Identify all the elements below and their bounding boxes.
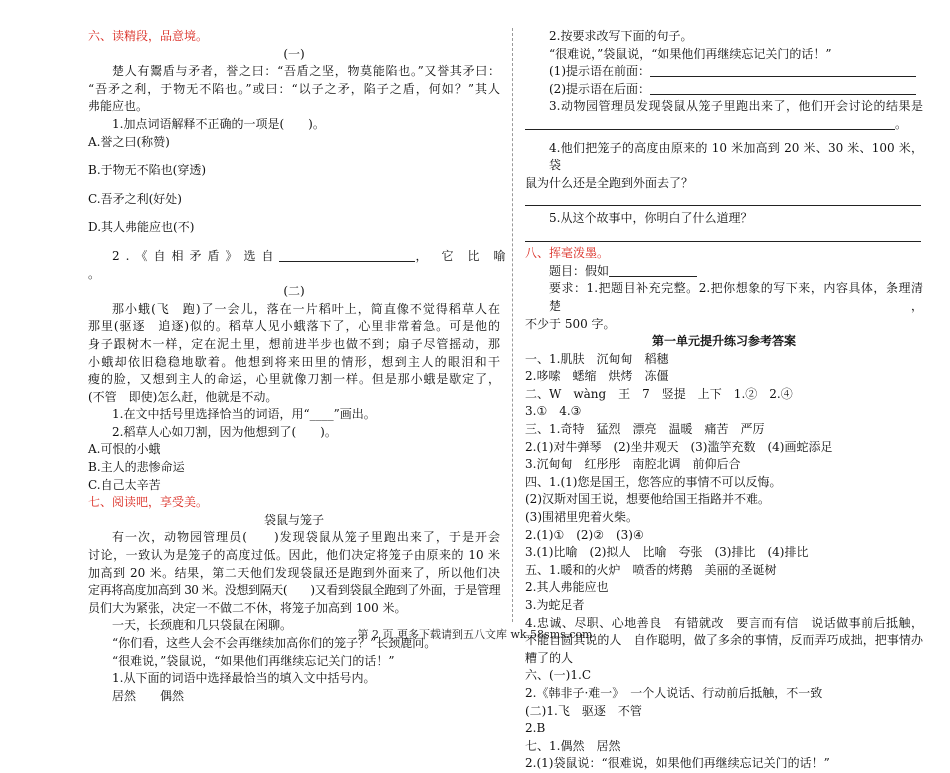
answer-blank[interactable] xyxy=(525,193,921,206)
answer-line: 2.(1)① (2)② (3)④ xyxy=(525,527,644,542)
rewrite-1-label: (1)提示语在前面： xyxy=(549,64,650,79)
question-2-tail: 。 xyxy=(88,266,101,281)
answer-line: 2.《韩非子·难一》 一个人说话、行动前后抵触，不一致 xyxy=(525,685,823,700)
answer-line: 3.① 4.③ xyxy=(525,404,582,419)
option-c: C.自己太辛苦 xyxy=(88,477,161,492)
passage-1-text: 楚人有鬻盾与矛者，誉之曰：“吾盾之坚，物莫能陷也。”又誉其矛曰： xyxy=(112,64,500,79)
story-text: 有一次，动物园管理员( )发现袋鼠从笼子里跑出来了，于是开会 xyxy=(112,530,500,545)
rewrite-2 xyxy=(525,81,923,99)
answer-line: 2.(1)对牛弹琴 (2)坐井观天 (3)滥竽充数 (4)画蛇添足 xyxy=(525,439,833,454)
answer-line: (3)围裙里兜着火柴。 xyxy=(525,510,638,525)
passage-2-text: 身子跟树木一样，定在泥土里，想前进半步也做不到；扇子尽管摇动，那 xyxy=(88,336,500,351)
answer-key-title: 第一单元提升练习参考答案 xyxy=(651,334,796,349)
answer-line: 五、1.暖和的火炉 喷香的烤鹅 美丽的圣诞树 xyxy=(525,562,777,577)
passage-2-text: 小蛾却依旧稳稳地歇着。他想到将来田里的情形，想到主人的眼泪和干 xyxy=(88,354,500,369)
right-column xyxy=(525,28,923,773)
answer-line: 糟了的人 xyxy=(525,650,574,665)
question-2-text: ，它比喻 xyxy=(415,248,520,263)
answer-blank[interactable] xyxy=(650,82,916,95)
question-2-text: 2.《自相矛盾》选自 xyxy=(112,248,280,263)
answer-blank[interactable] xyxy=(525,229,921,242)
story-text: “很难说，”袋鼠说，“如果他们再继续忘记关门的话！” xyxy=(112,653,395,668)
question-4: 鼠为什么还是全跑到外面去了？ xyxy=(525,175,694,190)
section-7-heading: 七、阅读吧，享受美。 xyxy=(88,495,209,510)
answer-line: 六、(一)1.C xyxy=(525,668,591,683)
story-text: 加高到 20 米。结果，第二天他们发现袋鼠还是跑到外面来了，所以他们决 xyxy=(88,565,500,580)
question-4: 4.他们把笼子的高度由原来的 10 米加高到 20 米、30 米、100 米，袋 xyxy=(549,140,923,173)
question-2: 2.按要求改写下面的句子。 xyxy=(549,29,693,43)
answer-line: 二、W wàng 王 7 竖提 上下 1.② 2.④ xyxy=(525,386,793,401)
answer-blank[interactable] xyxy=(609,264,697,277)
passage-2-text: 瘦的脸，又想到主人的命运，心里就像刀割一样。但是那小蛾是歇定了， xyxy=(88,372,500,387)
passage-1-text: “吾矛之利，于物无不陷也。”或曰：“以子之矛，陷子之盾，何如？”其人 xyxy=(88,81,500,96)
answer-line: (二)1.飞 驱逐 不管 xyxy=(525,703,642,718)
page-footer: 第 2 页 更多下载请到五八文库 wk.58sms.com xyxy=(357,628,593,641)
story-question-1: 1.从下面的词语中选择最恰当的填入文中括号内。 xyxy=(112,671,376,686)
answer-line: 2.B xyxy=(525,721,546,736)
essay-topic-label: 题目：假如 xyxy=(549,263,610,278)
option-c: C.吾矛之利(好处) xyxy=(88,191,182,206)
passage-1-text: 弗能应也。 xyxy=(88,99,149,114)
answer-line: 3.沉甸甸 红彤彤 南腔北调 前仰后合 xyxy=(525,457,741,472)
answer-blank[interactable] xyxy=(525,117,895,130)
answer-line: 七、1.偶然 居然 xyxy=(525,738,621,753)
question-1: 1.加点词语解释不正确的一项是( )。 xyxy=(112,116,325,131)
answer-line: 4.忠诚、尽职、心地善良 有错就改 要言而有信 说话做事前后抵触， xyxy=(525,615,923,630)
passage-2-text: (不管 即使)怎么赶，他就是不动。 xyxy=(88,389,278,404)
answer-line: 3.为蛇足者 xyxy=(525,598,585,612)
option-a: A.可恨的小蛾 xyxy=(88,442,161,457)
answer-line: 一、1.肌肤 沉甸甸 稻穗 xyxy=(525,351,669,366)
answer-line: (2)汉斯对国王说，想要他给国王指路并不难。 xyxy=(525,492,770,507)
passage-2-question-1: 1.在文中括号里选择恰当的词语，用“____”画出。 xyxy=(112,407,376,422)
essay-topic xyxy=(525,263,923,281)
question-5: 5.从这个故事中，你明白了什么道理？ xyxy=(549,210,753,225)
option-b: B.于物无不陷也(穿透) xyxy=(88,163,206,178)
passage-2-text: 那里(驱逐 追逐)似的。稻草人见小蛾落下了，心里非常着急。可是他的 xyxy=(88,319,500,334)
question-2 xyxy=(88,248,520,266)
answer-line: 3.(1)比喻 (2)拟人 比喻 夸张 (3)排比 (4)排比 xyxy=(525,545,809,560)
passage-1-label: (一) xyxy=(283,46,305,61)
option-a: A.誉之曰(称赞) xyxy=(88,134,170,149)
section-6-heading: 六、读精段，品意境。 xyxy=(88,29,209,43)
answer-line: 2.(1)袋鼠说：“很难说，如果他们再继续忘记关门的话！” xyxy=(525,756,830,771)
essay-requirements: 要求：1.把题目补充完整。2.把你想象的写下来，内容具体，条理清楚， xyxy=(549,281,923,313)
section-8-heading: 八、挥毫泼墨。 xyxy=(525,246,610,261)
sentence: “很难说，”袋鼠说，“如果他们再继续忘记关门的话！” xyxy=(549,46,832,61)
word-choices: 居然 偶然 xyxy=(112,688,185,703)
question-3: 3.动物园管理员发现袋鼠从笼子里跑出来了，他们开会讨论的结果是 xyxy=(549,99,923,114)
answer-line xyxy=(525,228,923,246)
option-b: B.主人的悲惨命运 xyxy=(88,460,185,475)
left-column xyxy=(88,28,520,705)
column-divider xyxy=(512,28,513,622)
answer-blank[interactable] xyxy=(279,249,415,262)
question-3-tail: 。 xyxy=(895,116,908,131)
passage-2-label: (二) xyxy=(283,284,305,299)
story-text: 定再将高度加高到 30 米。没想到隔天( )又看到袋鼠全跑到了外面，于是管理 xyxy=(88,583,500,598)
option-d: D.其人弗能应也(不) xyxy=(88,220,195,235)
story-text: 一天，长颈鹿和几只袋鼠在闲聊。 xyxy=(112,618,293,633)
answer-line xyxy=(525,192,923,210)
story-text: 讨论，一致认为是笼子的高度过低。因此，他们决定将笼子由原来的 10 米 xyxy=(88,548,500,563)
answer-line: 三、1.奇特 猛烈 漂亮 温暖 痛苦 严厉 xyxy=(525,422,765,437)
story-text: 员们大为紧张，决定一不做二不休，将笼子加高到 100 米。 xyxy=(88,600,407,615)
passage-2-text: 那小蛾(飞 跑)了一会儿，落在一片稻叶上，简直像不觉得稻草人在 xyxy=(112,301,500,316)
passage-2-question-2: 2.稻草人心如刀割，因为他想到了( )。 xyxy=(112,424,337,439)
rewrite-2-label: (2)提示语在后面： xyxy=(549,81,650,96)
answer-line: 不能自圆其说的人 自作聪明，做了多余的事情，反而弄巧成拙，把事情办 xyxy=(525,633,923,648)
story-title: 袋鼠与笼子 xyxy=(263,512,324,527)
answer-blank[interactable] xyxy=(650,64,916,77)
story-text: “你们看，这些人会不会再继续加高你们的笼子？”长颈鹿问。 xyxy=(112,636,437,650)
rewrite-1 xyxy=(525,63,923,81)
answer-line: 2.其人弗能应也 xyxy=(525,580,609,595)
essay-requirements: 不少于 500 字。 xyxy=(525,316,616,331)
question-3-line xyxy=(525,116,923,134)
answer-line: 四、1.(1)您是国王，您答应的事情不可以反悔。 xyxy=(525,474,782,489)
answer-line: 2.哆嗦 蟋缩 烘烤 冻僵 xyxy=(525,369,669,384)
